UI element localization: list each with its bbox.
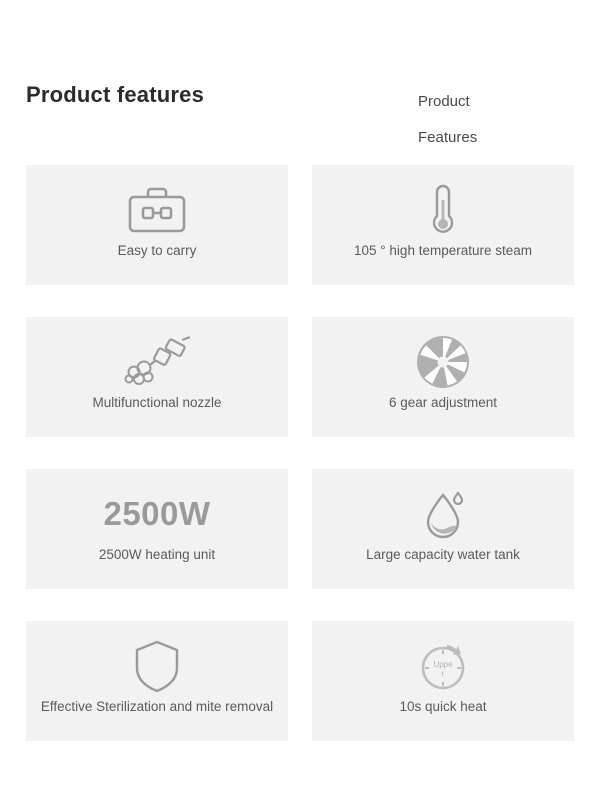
feature-card (26, 165, 288, 285)
feature-card (26, 317, 288, 437)
feature-label: 2500W heating unit (98, 547, 216, 562)
feature-card (312, 165, 574, 285)
feature-card (26, 469, 288, 589)
page-subtitle-line1: Product (418, 93, 470, 110)
page-subtitle-line2: Features (418, 129, 478, 146)
feature-card (312, 469, 574, 589)
feature-label: Effective Sterilization and mite removal (40, 699, 274, 714)
wattage-text (26, 483, 288, 545)
wattage-value: 2500W (103, 495, 211, 532)
page-subtitle (418, 84, 477, 156)
feature-label: 6 gear adjustment (388, 395, 498, 410)
spray-nozzle-icon (26, 331, 288, 393)
fan-icon (312, 331, 574, 393)
briefcase-icon (26, 179, 288, 241)
feature-label: Easy to carry (117, 243, 197, 258)
page-title: Product features (26, 82, 205, 107)
features-grid (26, 165, 574, 741)
shield-icon (26, 635, 288, 697)
clock-label-bottom: r (441, 669, 445, 678)
feature-card (312, 317, 574, 437)
feature-card (312, 621, 574, 741)
feature-label: 105 ° high temperature steam (354, 243, 532, 258)
feature-label: 10s quick heat (399, 699, 487, 714)
page-header (0, 72, 600, 152)
thermometer-icon (312, 179, 574, 241)
feature-card (26, 621, 288, 741)
feature-label: Multifunctional nozzle (92, 395, 222, 410)
clock-icon (312, 635, 574, 697)
water-drop-icon (312, 483, 574, 545)
feature-label: Large capacity water tank (366, 547, 520, 562)
clock-label-top: Uppe (433, 660, 453, 669)
